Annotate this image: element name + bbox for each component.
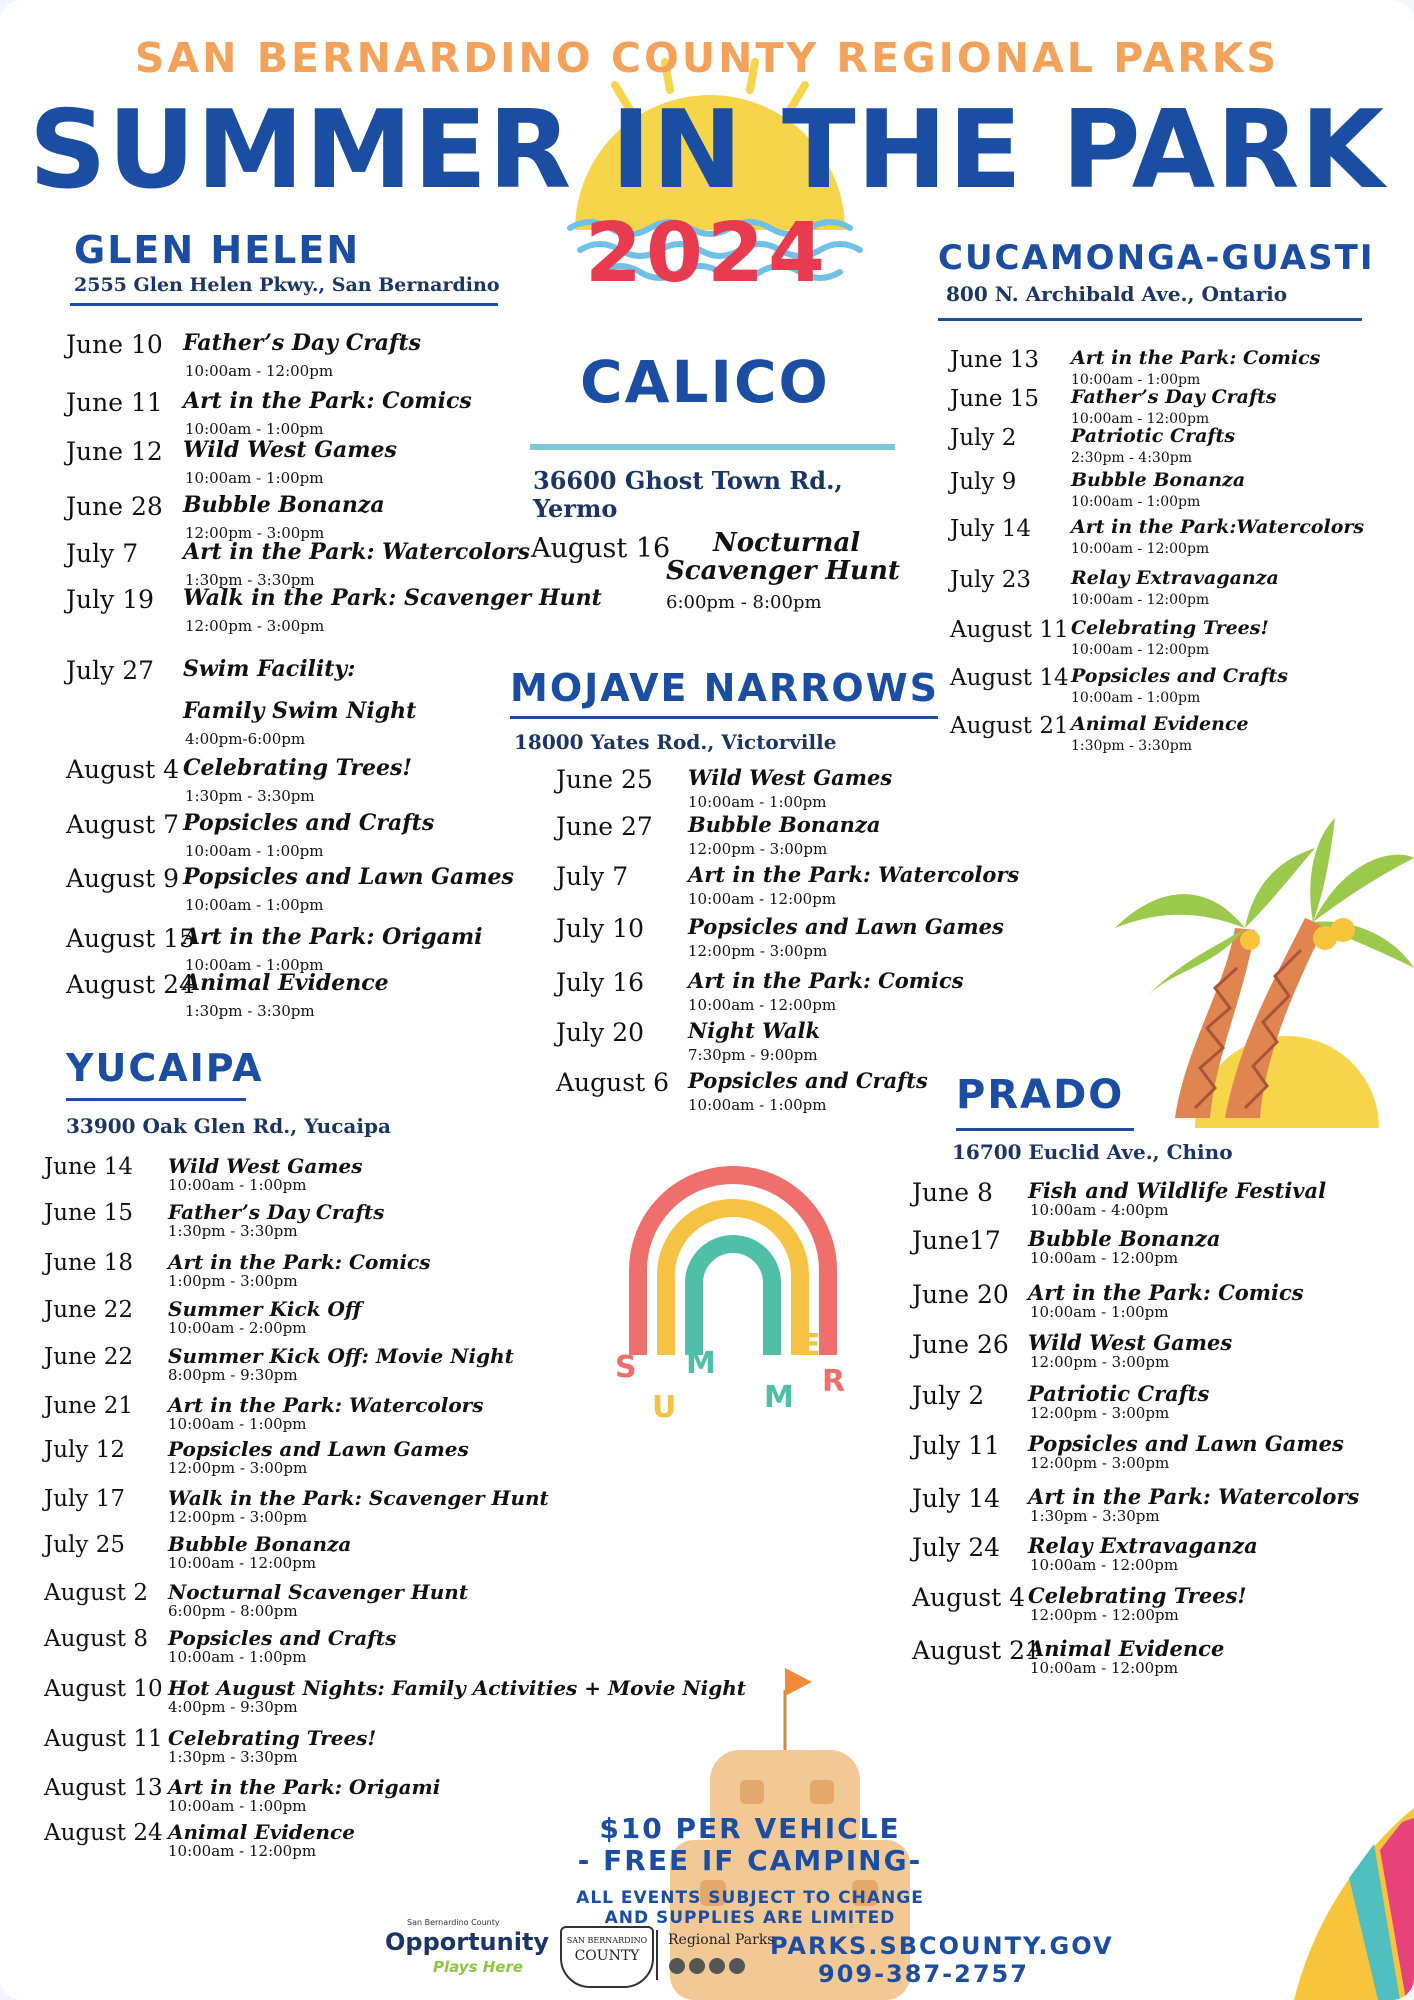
event-date: June 25 <box>556 765 653 794</box>
event-date: June17 <box>912 1226 1001 1255</box>
event-title: Celebrating Trees! <box>183 755 413 781</box>
event-date: August 21 <box>912 1636 1041 1665</box>
divider <box>530 444 895 450</box>
event-date: July 7 <box>66 539 139 568</box>
event-date: August 21 <box>950 713 1069 739</box>
event-time: 10:00am - 1:00pm <box>688 1096 827 1114</box>
event-date: June 22 <box>44 1297 134 1323</box>
event-time: 12:00pm - 3:00pm <box>688 840 828 858</box>
event-title: Art in the Park: Watercolors <box>183 539 531 565</box>
event-date: July 12 <box>44 1437 125 1463</box>
event-title: Swim Facility: <box>183 656 356 682</box>
phone-number[interactable]: 909-387-2757 <box>818 1960 1029 1988</box>
event-title: Popsicles and Crafts <box>168 1626 397 1650</box>
event-date: August 8 <box>44 1626 148 1652</box>
event-date: August 15 <box>66 924 195 953</box>
park-badges-icon <box>668 1956 768 1976</box>
summer-letter: E <box>800 1328 821 1363</box>
event-date: June 18 <box>44 1250 134 1276</box>
event-time: 12:00pm - 3:00pm <box>185 617 325 635</box>
park-address-prado: 16700 Euclid Ave., Chino <box>952 1140 1233 1164</box>
park-address-calico-line1: 36600 Ghost Town Rd., <box>533 466 843 495</box>
event-date: July 14 <box>950 516 1031 542</box>
event-title: Popsicles and Lawn Games <box>688 914 1004 939</box>
park-address-mojave: 18000 Yates Rod., Victorville <box>514 730 837 754</box>
event-date: June 27 <box>556 812 653 841</box>
event-date: August 10 <box>44 1676 163 1702</box>
event-time: 10:00am - 1:00pm <box>168 1415 307 1433</box>
event-title: Scavenger Hunt <box>666 556 900 586</box>
event-title: Art in the Park: Origami <box>183 924 483 950</box>
event-title: Art in the Park:Watercolors <box>1071 516 1365 538</box>
event-time: 10:00am - 1:00pm <box>185 896 324 914</box>
summer-letter: M <box>764 1380 794 1415</box>
event-date: June 20 <box>912 1280 1009 1309</box>
event-title: Family Swim Night <box>183 698 417 724</box>
park-name-mojave: MOJAVE NARROWS <box>510 666 940 710</box>
divider <box>66 1098 246 1101</box>
park-name-cucamonga: CUCAMONGA-GUASTI <box>938 238 1375 278</box>
event-title: Father’s Day Crafts <box>183 330 422 356</box>
event-title: Wild West Games <box>688 765 893 790</box>
event-time: 6:00pm - 8:00pm <box>168 1602 298 1620</box>
event-title: Walk in the Park: Scavenger Hunt <box>183 585 602 611</box>
event-title: Popsicles and Crafts <box>183 810 435 836</box>
event-title: Night Walk <box>688 1018 821 1043</box>
event-title: Art in the Park: Origami <box>168 1775 441 1799</box>
event-date: August 11 <box>950 617 1069 643</box>
palm-trees-icon <box>1075 818 1414 1128</box>
surfboard-icon <box>1294 1808 1414 2000</box>
event-time: 12:00pm - 3:00pm <box>688 942 828 960</box>
event-date: July 17 <box>44 1486 125 1512</box>
event-date: August 2 <box>44 1580 148 1606</box>
event-time: 7:30pm - 9:00pm <box>688 1046 818 1064</box>
logo-small-text: San Bernardino County <box>407 1918 500 1927</box>
event-date: June 22 <box>44 1344 134 1370</box>
event-date: July 19 <box>66 585 155 614</box>
event-date: June 15 <box>44 1200 134 1226</box>
event-time: 12:00pm - 3:00pm <box>1030 1454 1170 1472</box>
event-title: Relay Extravaganza <box>1071 567 1279 589</box>
event-date: August 13 <box>44 1775 163 1801</box>
event-title: Father’s Day Crafts <box>1071 386 1277 408</box>
event-title: Art in the Park: Comics <box>1071 347 1321 369</box>
event-time: 1:30pm - 3:30pm <box>1030 1507 1160 1525</box>
event-date: August 24 <box>44 1820 163 1846</box>
summer-letter: R <box>822 1364 846 1399</box>
event-date: August 9 <box>66 864 179 893</box>
event-date: August 16 <box>531 533 671 564</box>
event-time: 1:00pm - 3:00pm <box>168 1272 298 1290</box>
event-title: Relay Extravaganza <box>1028 1533 1258 1558</box>
event-time: 12:00pm - 3:00pm <box>185 524 325 542</box>
logo-sub-text: Plays Here <box>433 1958 524 1976</box>
park-address-calico-line2: Yermo <box>533 494 618 523</box>
notice-text: ALL EVENTS SUBJECT TO CHANGE <box>576 1888 924 1908</box>
event-time: 10:00am - 1:00pm <box>168 1797 307 1815</box>
event-time: 10:00am - 12:00pm <box>1071 592 1210 608</box>
event-date: June 11 <box>66 388 163 417</box>
event-title: Patriotic Crafts <box>1071 425 1236 447</box>
event-time: 1:30pm - 3:30pm <box>185 571 315 589</box>
event-time: 10:00am - 1:00pm <box>185 956 324 974</box>
event-date: July 14 <box>912 1484 1001 1513</box>
event-title: Patriotic Crafts <box>1028 1381 1210 1406</box>
event-time: 10:00am - 12:00pm <box>1030 1249 1179 1267</box>
park-name-prado: PRADO <box>956 1072 1125 1118</box>
summer-letter: M <box>686 1346 716 1381</box>
park-name-glen-helen: GLEN HELEN <box>74 228 361 272</box>
opportunity-logo <box>385 1918 550 1988</box>
event-time: 1:30pm - 3:30pm <box>185 1002 315 1020</box>
event-time: 10:00am - 1:00pm <box>1071 494 1201 510</box>
event-title: Art in the Park: Comics <box>688 968 964 993</box>
event-time: 4:00pm-6:00pm <box>185 730 306 748</box>
park-address-yucaipa: 33900 Oak Glen Rd., Yucaipa <box>66 1114 391 1138</box>
regional-parks-logo-text: Regional Parks <box>668 1932 775 1948</box>
park-name-calico: CALICO <box>580 348 830 416</box>
summer-letter: U <box>652 1390 677 1425</box>
seal-text: COUNTY <box>574 1948 640 1964</box>
event-title: Art in the Park: Comics <box>168 1250 431 1274</box>
event-time: 8:00pm - 9:30pm <box>168 1366 298 1384</box>
event-title: Art in the Park: Watercolors <box>1028 1484 1360 1509</box>
event-date: June 21 <box>44 1393 134 1419</box>
event-title: Walk in the Park: Scavenger Hunt <box>168 1486 549 1510</box>
event-date: August 4 <box>912 1583 1025 1612</box>
event-date: August 7 <box>66 810 179 839</box>
event-time: 1:30pm - 3:30pm <box>168 1748 298 1766</box>
event-time: 10:00am - 4:00pm <box>1030 1201 1169 1219</box>
year-title: 2024 <box>584 206 830 301</box>
event-date: June 8 <box>912 1178 993 1207</box>
event-title: Fish and Wildlife Festival <box>1028 1178 1327 1203</box>
event-title: Animal Evidence <box>168 1820 355 1844</box>
event-date: July 20 <box>556 1018 645 1047</box>
event-date: June 10 <box>66 330 163 359</box>
event-time: 2:30pm - 4:30pm <box>1071 450 1192 466</box>
event-title: Art in the Park: Comics <box>1028 1280 1304 1305</box>
event-date: August 14 <box>950 665 1069 691</box>
park-name-yucaipa: YUCAIPA <box>66 1046 264 1090</box>
page-title: SUMMER IN THE PARK <box>28 88 1386 213</box>
event-time: 12:00pm - 12:00pm <box>1030 1606 1179 1624</box>
event-time: 1:30pm - 3:30pm <box>168 1222 298 1240</box>
event-title: Bubble Bonanza <box>168 1532 352 1556</box>
event-title: Celebrating Trees! <box>1028 1583 1247 1608</box>
event-time: 10:00am - 2:00pm <box>168 1319 307 1337</box>
event-time: 10:00am - 1:00pm <box>688 793 827 811</box>
event-date: July 27 <box>66 656 155 685</box>
event-title: Animal Evidence <box>1071 713 1249 735</box>
event-time: 10:00am - 1:00pm <box>185 842 324 860</box>
event-date: June 13 <box>950 347 1040 373</box>
event-title: Summer Kick Off: Movie Night <box>168 1344 514 1368</box>
fee-text: $10 PER VEHICLE <box>599 1812 901 1845</box>
event-date: June 14 <box>44 1154 134 1180</box>
event-time: 10:00am - 12:00pm <box>1071 411 1210 427</box>
event-time: 10:00am - 1:00pm <box>1030 1303 1169 1321</box>
event-date: August 4 <box>66 755 179 784</box>
event-date: July 9 <box>950 469 1017 495</box>
event-date: June 12 <box>66 437 163 466</box>
event-title: Art in the Park: Watercolors <box>168 1393 484 1417</box>
event-time: 10:00am - 12:00pm <box>688 996 837 1014</box>
divider <box>956 1128 1134 1131</box>
event-title: Art in the Park: Watercolors <box>688 862 1020 887</box>
event-time: 4:00pm - 9:30pm <box>168 1698 298 1716</box>
divider <box>656 1930 658 1980</box>
website-link[interactable]: PARKS.SBCOUNTY.GOV <box>770 1932 1114 1960</box>
county-seal-logo <box>560 1926 654 1988</box>
event-title: Wild West Games <box>1028 1330 1233 1355</box>
fee-camping-text: - FREE IF CAMPING- <box>577 1844 923 1877</box>
event-title: Bubble Bonanza <box>688 812 881 837</box>
event-time: 10:00am - 1:00pm <box>185 469 324 487</box>
divider <box>510 716 938 719</box>
event-title: Popsicles and Crafts <box>1071 665 1288 687</box>
event-title: Nocturnal <box>713 528 861 558</box>
event-time: 10:00am - 1:00pm <box>185 420 324 438</box>
event-title: Popsicles and Crafts <box>688 1068 928 1093</box>
event-date: July 11 <box>912 1431 1001 1460</box>
divider <box>938 318 1362 321</box>
event-title: Popsicles and Lawn Games <box>168 1437 469 1461</box>
event-title: Bubble Bonanza <box>1071 469 1246 491</box>
event-time: 1:30pm - 3:30pm <box>185 787 315 805</box>
park-address-cucamonga: 800 N. Archibald Ave., Ontario <box>946 282 1288 306</box>
event-time: 10:00am - 1:00pm <box>168 1648 307 1666</box>
notice-text: AND SUPPLIES ARE LIMITED <box>604 1908 896 1928</box>
event-title: Popsicles and Lawn Games <box>183 864 514 890</box>
seal-text: SAN BERNARDINO <box>566 1936 648 1945</box>
event-title: Celebrating Trees! <box>1071 617 1269 639</box>
event-time: 10:00am - 12:00pm <box>1030 1659 1179 1677</box>
event-date: July 2 <box>950 425 1017 451</box>
event-time: 10:00am - 12:00pm <box>168 1842 317 1860</box>
event-time: 10:00am - 12:00pm <box>1071 642 1210 658</box>
event-title: Bubble Bonanza <box>183 492 385 518</box>
org-title: SAN BERNARDINO COUNTY REGIONAL PARKS <box>134 34 1280 82</box>
event-time: 12:00pm - 3:00pm <box>1030 1404 1170 1422</box>
event-date: July 23 <box>950 567 1031 593</box>
event-date: June 26 <box>912 1330 1009 1359</box>
event-date: August 6 <box>556 1068 669 1097</box>
event-title: Summer Kick Off <box>168 1297 362 1321</box>
event-date: July 10 <box>556 914 645 943</box>
event-title: Animal Evidence <box>183 970 389 996</box>
event-date: July 2 <box>912 1381 985 1410</box>
divider <box>70 303 498 306</box>
event-time: 12:00pm - 3:00pm <box>168 1459 308 1477</box>
event-date: June 15 <box>950 386 1040 412</box>
event-title: Father’s Day Crafts <box>168 1200 385 1224</box>
event-title: Hot August Nights: Family Activities + Movie Night <box>168 1676 747 1700</box>
park-address-glen-helen: 2555 Glen Helen Pkwy., San Bernardino <box>74 274 500 296</box>
event-title: Art in the Park: Comics <box>183 388 472 414</box>
logo-main-text: Opportunity <box>385 1928 550 1956</box>
event-time: 10:00am - 12:00pm <box>1030 1556 1179 1574</box>
summer-letter: S <box>615 1350 637 1385</box>
event-date: July 7 <box>556 862 629 891</box>
event-time: 10:00am - 12:00pm <box>168 1554 317 1572</box>
event-title: Bubble Bonanza <box>1028 1226 1221 1251</box>
event-time: 10:00am - 1:00pm <box>1071 690 1201 706</box>
event-time: 12:00pm - 3:00pm <box>168 1508 308 1526</box>
event-date: July 24 <box>912 1533 1001 1562</box>
event-title: Animal Evidence <box>1028 1636 1225 1661</box>
event-date: June 28 <box>66 492 163 521</box>
event-time: 10:00am - 12:00pm <box>688 890 837 908</box>
event-date: July 25 <box>44 1532 125 1558</box>
event-time: 12:00pm - 3:00pm <box>1030 1353 1170 1371</box>
event-title: Wild West Games <box>183 437 397 463</box>
event-title: Celebrating Trees! <box>168 1726 377 1750</box>
event-date: August 24 <box>66 970 195 999</box>
event-title: Nocturnal Scavenger Hunt <box>168 1580 469 1604</box>
event-title: Popsicles and Lawn Games <box>1028 1431 1344 1456</box>
event-time: 10:00am - 1:00pm <box>168 1176 307 1194</box>
event-date: August 11 <box>44 1726 163 1752</box>
event-time: 10:00am - 12:00pm <box>1071 541 1210 557</box>
event-time: 10:00am - 12:00pm <box>185 362 334 380</box>
event-date: July 16 <box>556 968 645 997</box>
event-title: Wild West Games <box>168 1154 363 1178</box>
event-time: 1:30pm - 3:30pm <box>1071 738 1192 754</box>
event-time: 6:00pm - 8:00pm <box>666 592 822 613</box>
event-time: 10:00am - 1:00pm <box>1071 372 1201 388</box>
